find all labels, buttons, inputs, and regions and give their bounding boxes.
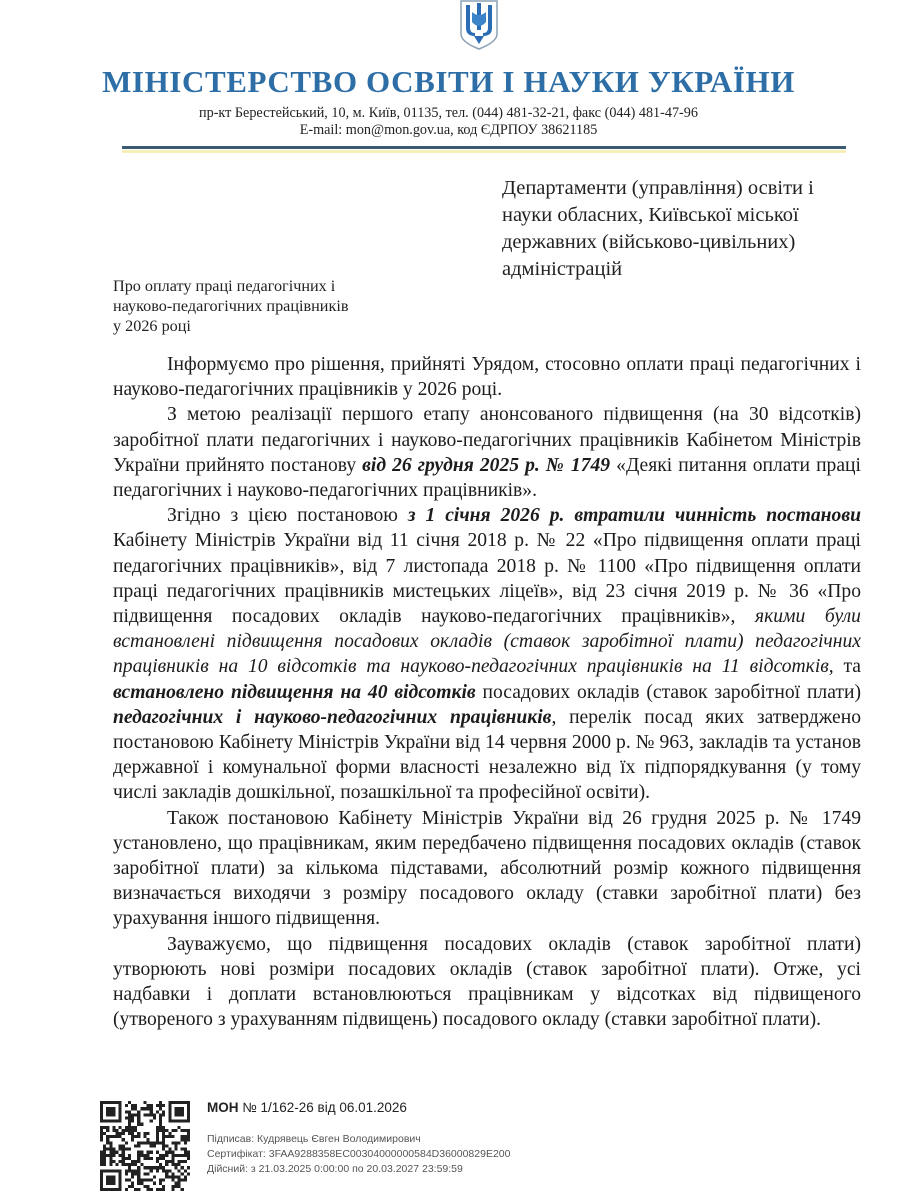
emphasis: з 1 січня 2026 р. втратили чинність постанови <box>407 505 861 527</box>
text: «Деякі питання оплати праці педагогічних і науково-педагогічних працівників». <box>113 454 861 502</box>
qr-code-icon <box>100 1101 190 1191</box>
text: , та <box>828 656 861 678</box>
italic-note: якими були встановлені підвищення посадових окладів (ставок заробітної плати) педагогічних працівників на 10 відсотків та науково-педагогічних працівників на 11 відсотків <box>113 606 861 678</box>
ministry-name: МІНІСТЕРСТВО ОСВІТИ І НАУКИ УКРАЇНИ <box>102 64 795 99</box>
paragraph-resolution <box>113 402 861 503</box>
recipient-line: адміністрацій <box>502 258 623 280</box>
registration-detail: № 1/162-26 від 06.01.2026 <box>242 1100 407 1115</box>
text: , перелік посад яких затверджено постановою Кабінету Міністрів України від 14 червня 2000 р. № 963, закладів та установ державної і комунальної форми власності незалежно від їх підпорядкування (у тому числі закладів дошкільної, позашкільної та професійної освіти). <box>113 706 861 804</box>
signed-by: Підписав: Кудрявець Євген Володимирович <box>207 1133 421 1145</box>
emphasis: педагогічних і науково-педагогічних працівників <box>113 706 552 728</box>
subject-line: у 2026 році <box>113 317 191 335</box>
recipient-line: державних (військово-цивільних) <box>502 231 796 253</box>
ministry-address: пр-кт Берестейський, 10, м. Київ, 01135, тел. (044) 481-32-21, факс (044) 481-47-96 <box>199 105 698 121</box>
text: посадових окладів (ставок заробітної плати) <box>475 681 861 703</box>
registration-number <box>207 1100 510 1115</box>
recipient-line: Департаменти (управління) освіти і <box>502 177 814 199</box>
resolution-date-number: від 26 грудня 2025 р. № 1749 <box>362 454 611 476</box>
text: Згідно з цією постановою <box>167 505 408 527</box>
ministry-email-edrpou: E-mail: mon@mon.gov.ua, код ЄДРПОУ 38621185 <box>299 122 598 138</box>
subject-line: науково-педагогічних працівників <box>113 297 349 315</box>
text: Кабінету Міністрів України від 11 січня 2018 р. № 22 «Про підвищення оплати праці педагогічних працівників», від 7 листопада 2018 р. № 1100 «Про підвищення оплати праці педагогічних працівників мистецьких ліцеїв», від 23 січня 2019 р. № 36 «Про підвищення посадових окладів науково-педагогічних працівників», <box>113 530 861 628</box>
recipient-block <box>502 175 862 283</box>
e-signature-stamp <box>207 1100 510 1177</box>
emphasis: встановлено підвищення на 40 відсотків <box>113 681 476 703</box>
subject-line: Про оплату праці педагогічних і <box>113 277 336 295</box>
registration-prefix: МОН <box>207 1100 239 1115</box>
ukraine-trident-emblem-icon <box>458 0 500 50</box>
recipient-line: науки обласних, Київської міської <box>502 204 799 226</box>
subject-block <box>113 276 433 336</box>
text: З метою реалізації першого етапу анонсованого підвищення (на 30 відсотків) заробітної плати педагогічних і науково-педагогічних працівників Кабінетом Міністрів України прийнято постанову <box>113 404 861 476</box>
letter-body <box>113 352 861 1032</box>
header-divider-dark <box>122 146 846 149</box>
header-divider-yellow <box>122 150 846 153</box>
paragraph-intro: Інформуємо про рішення, прийняті Урядом, стосовно оплати праці педагогічних і науково-педагогічних працівників у 2026 році. <box>113 354 861 401</box>
paragraph-repealed <box>113 503 861 805</box>
paragraph-note: Зауважуємо, що підвищення посадових окладів (ставок заробітної плати) утворюють нові розміри посадових окладів (ставок заробітної плати). Отже, усі надбавки і доплати встановлюються працівникам у відсотках від підвищеного (утвореного з урахуванням підвищень) посадового окладу (ставки заробітної плати). <box>113 933 861 1031</box>
certificate-id: Сертифікат: 3FAA9288358EC00304000000584D36000829E200 <box>207 1148 511 1160</box>
certificate-validity: Дійсний: з 21.03.2025 0:00:00 по 20.03.2027 23:59:59 <box>207 1163 463 1175</box>
paragraph-multiple-grounds: Також постановою Кабінету Міністрів України від 26 грудня 2025 р. № 1749 установлено, що працівникам, яким передбачено підвищення посадових окладів (ставок заробітної плати) за кількома підставами, абсолютний розмір кожного підвищення визначається виходячи з розміру посадового окладу (ставки заробітної плати) без урахування іншого підвищення. <box>113 807 861 930</box>
